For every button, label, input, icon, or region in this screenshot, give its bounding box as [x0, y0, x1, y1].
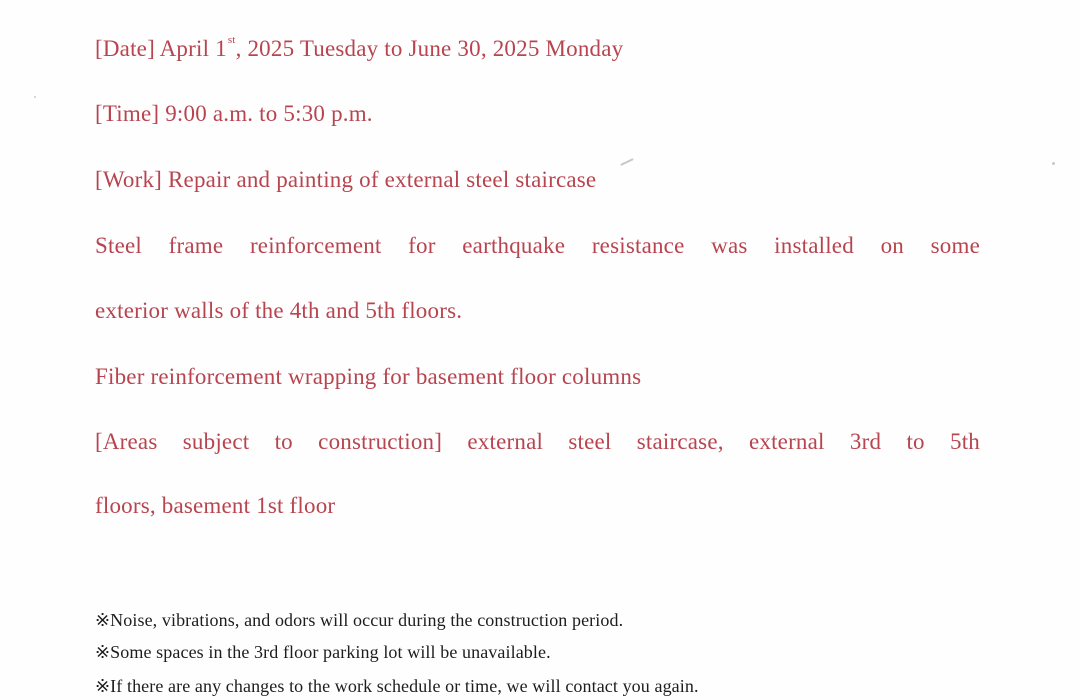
- steel-reinforcement-line-2: exterior walls of the 4th and 5th floors.: [95, 298, 463, 323]
- areas-line-1: [Areas subject to construction] external steel staircase, external 3rd to 5th: [95, 429, 980, 454]
- fiber-line: Fiber reinforcement wrapping for basement floor columns: [95, 364, 642, 389]
- date-line: [95, 34, 624, 61]
- work-line: [Work] Repair and painting of external steel staircase: [95, 167, 597, 192]
- date-line-ordinal: st: [227, 34, 236, 46]
- date-line-suffix: , 2025 Tuesday to June 30, 2025 Monday: [235, 36, 624, 61]
- scan-speck: [1052, 162, 1055, 165]
- date-line-prefix: [Date] April 1: [95, 36, 227, 61]
- scan-speck: [34, 96, 36, 98]
- steel-reinforcement-line-1: Steel frame reinforcement for earthquake resistance was installed on some: [95, 233, 980, 258]
- note-noise: ※Noise, vibrations, and odors will occur during the construction period.: [95, 610, 624, 630]
- note-schedule-change: ※If there are any changes to the work schedule or time, we will contact you again.: [95, 676, 699, 696]
- note-parking: ※Some spaces in the 3rd floor parking lot will be unavailable.: [95, 642, 551, 662]
- areas-line-2: floors, basement 1st floor: [95, 493, 336, 518]
- scan-speck: [620, 158, 634, 166]
- time-line: [Time] 9:00 a.m. to 5:30 p.m.: [95, 101, 373, 126]
